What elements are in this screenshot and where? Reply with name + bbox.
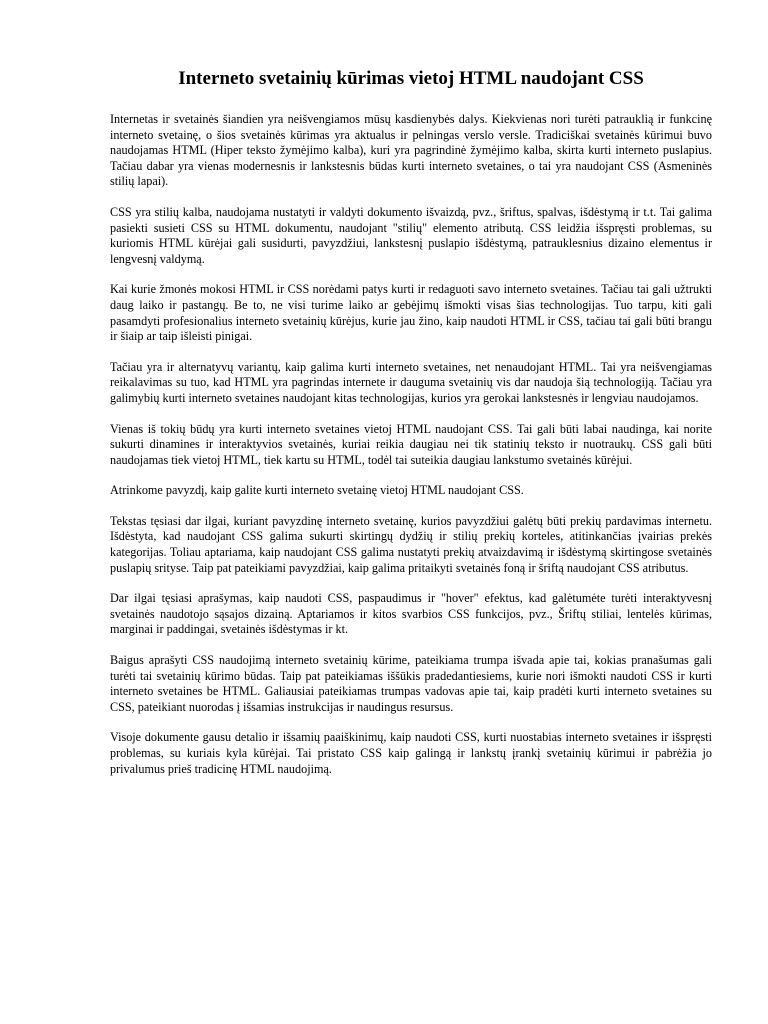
paragraph-6: Atrinkome pavyzdį, kaip galite kurti interneto svetainę vietoj HTML naudojant CSS. [110,483,524,498]
paragraph-1: Internetas ir svetainės šiandien yra neišvengiamos mūsų kasdienybės dalys. Kiekvienas nori turėti patrauklią ir funkcinę interneto svetainę, o šios svetainės kūrimas yra aktualus ir pelningas verslo versle. Tradiciškai svetainės kūrimui buvo naudojamas HTML (Hiper teksto žymėjimo kalba), kuri yra pagrindinė žymėjimo kalba, skirta kurti interneto puslapius. Tačiau dabar yra vienas modernesnis ir lankstesnis būdas kurti interneto svetaines, o tai yra naudojant CSS (Asmeninės stilių lapai). [110,112,712,189]
document-title: Interneto svetainių kūrimas vietoj HTML naudojant CSS [178,68,644,89]
document-page [110,66,712,792]
paragraph-8: Dar ilgai tęsiasi aprašymas, kaip naudoti CSS, paspaudimus ir "hover" efektus, kad galėtumėte turėti interaktyvesnį svetainės naudotojo sąsajos dizainą. Aptariamos ir kitos svarbios CSS funkcijos, pvz., Šriftų stiliai, lentelės kūrimas, marginai ir paddingai, svetainės išdėstymas ir kt. [110,591,712,637]
paragraph-4: Tačiau yra ir alternatyvų variantų, kaip galima kurti interneto svetaines, net nenaudojant HTML. Tai yra neišvengiamas reikalavimas su tuo, kad HTML yra pagrindas internete ir dauguma svetainių vis dar naudoja šią technologiją. Tačiau yra galimybių kurti interneto svetaines naudojant kitas technologijas, kurios yra gerokai lankstesnės ir lengviau naudojamos. [110,359,712,405]
paragraph-9: Baigus aprašyti CSS naudojimą interneto svetainių kūrime, pateikiama trumpa išvada apie tai, kokias pranašumas gali turėti tai svetainių kūrimo būdas. Taip pat pateikiamas iššūkis pradedantiesiems, kurie nori išmokti naudoti CSS ir kurti interneto svetaines be HTML. Galiausiai pateikiamas trumpas vadovas apie tai, kaip pradėti kurti interneto svetaines su CSS, pateikiant nuorodas į išsamias instrukcijas ir naudingus resursus. [110,653,712,714]
paragraph-3: Kai kurie žmonės mokosi HTML ir CSS norėdami patys kurti ir redaguoti savo interneto svetaines. Tačiau tai gali užtrukti daug laiko ir pastangų. Be to, ne visi turime laiko ar gebėjimų išmokti visas šias technologijas. Tuo tarpu, kiti gali pasamdyti profesionalius interneto svetainių kūrėjus, kurie jau žino, kaip naudoti HTML ir CSS, tačiau tai gali būti brangu ir šiaip ar taip išleisti pinigai. [110,282,712,344]
paragraph-5: Vienas iš tokių būdų yra kurti interneto svetaines vietoj HTML naudojant CSS. Tai gali būti labai naudinga, kai norite sukurti dinamines ir interaktyvios svetainės, kuriai reikia daugiau nei tik statinių teksto ir nuotraukų. CSS gali būti naudojamas tiek vietoj HTML, tiek kartu su HTML, todėl tai suteikia daugiau lankstumo svetainės kūrėjui. [110,421,712,467]
paragraph-10: Visoje dokumente gausu detalio ir išsamių paaiškinimų, kaip naudoti CSS, kurti nuostabias interneto svetaines ir išspręsti problemas, su kuriais kyla kūrėjai. Tai pristato CSS kaip galingą ir lankstų įrankį svetainių kūrimui ir pabrėžia jo privalumus prieš tradicinę HTML naudojimą. [110,730,712,776]
paragraph-7: Tekstas tęsiasi dar ilgai, kuriant pavyzdinę interneto svetainę, kurios pavyzdžiui galėtų būti prekių pardavimas internetu. Išdėstyta, kad naudojant CSS galima sukurti skirtingų dydžių ir stilių prekių korteles, atitinkančias įvairias prekės kategorijas. Toliau aptariama, kaip naudojant CSS galima nustatyti prekių atvaizdavimą ir išdėstymą skirtingose svetainės puslapių srityse. Taip pat pateikiami pavyzdžiai, kaip galima pritaikyti svetainės foną ir šriftą naudojant CSS atributus. [110,513,712,575]
paragraph-2: CSS yra stilių kalba, naudojama nustatyti ir valdyti dokumento išvaizdą, pvz., šriftus, spalvas, išdėstymą ir t.t. Tai galima pasiekti susieti CSS su HTML dokumentu, naudojant "stilių" elemento atributą. CSS leidžia išspręsti problemas, su kuriomis HTML kūrėjai gali susidurti, pavyzdžiui, lankstesnį puslapio išdėstymą, patrauklesnius dizaino elementus ir lengvesnį valdymą. [110,204,712,266]
